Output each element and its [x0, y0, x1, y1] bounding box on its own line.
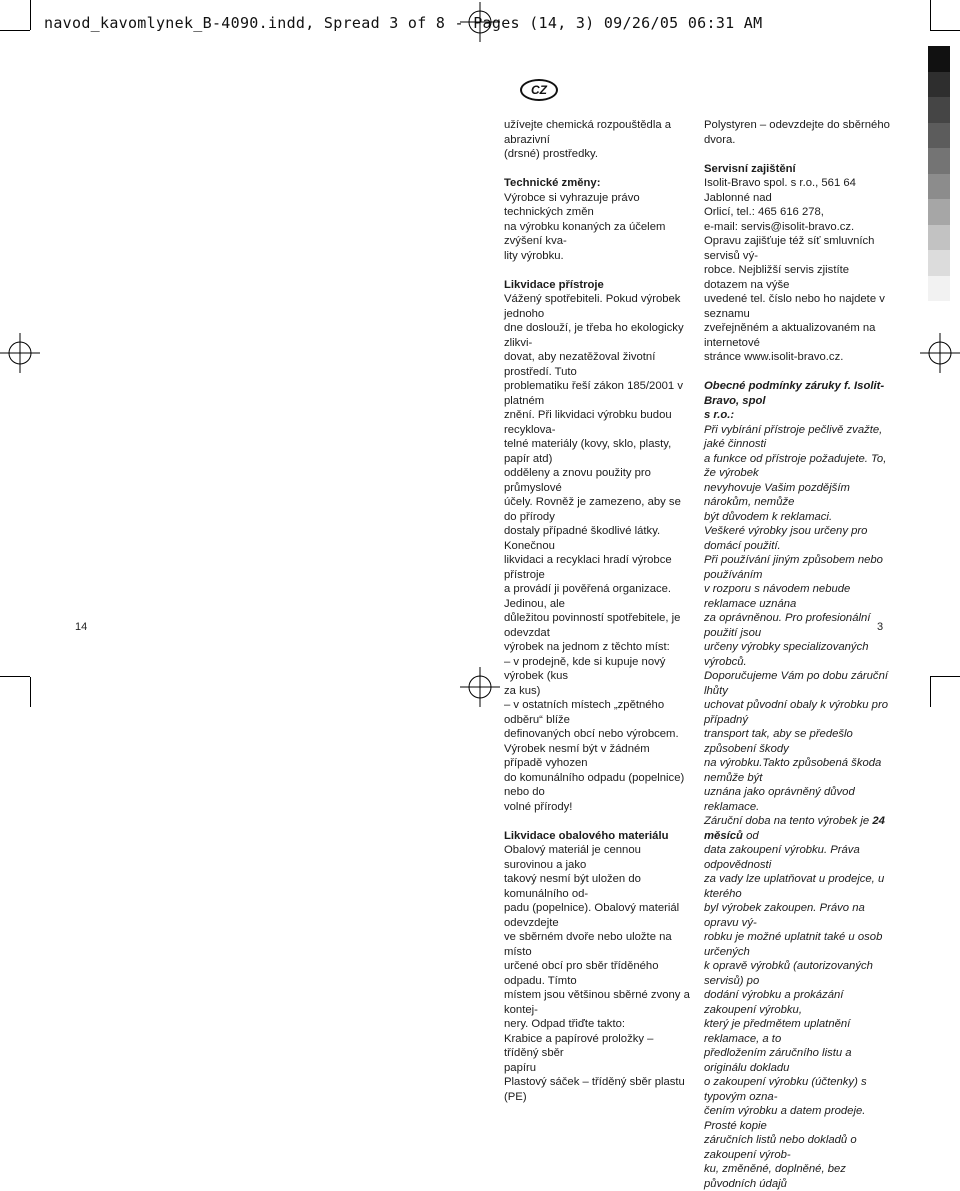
- text-line: určené obcí pro sběr tříděného odpadu. Tímto: [504, 960, 659, 987]
- text-line: Při vybírání přístroje pečlivě zvažte, jaké činnosti: [704, 423, 883, 450]
- text-line: Plastový sáček – tříděný sběr plastu (PE): [504, 1076, 685, 1103]
- text-line: Vážený spotřebiteli. Pokud výrobek jednoho: [504, 293, 681, 320]
- color-swatch: [928, 123, 950, 149]
- text-line: na výrobku konaných za účelem zvýšení kva-: [504, 220, 666, 247]
- page-number-left: 14: [75, 621, 88, 633]
- text-line: takový nesmí být uložen do komunálního od-: [504, 873, 641, 900]
- text-line: Opravu zajišťuje též síť smluvních servisů vý-: [704, 235, 875, 262]
- text-line: o zakoupení výrobku (účtenky) s typovým ozna-: [704, 1076, 867, 1103]
- text-line: ku, změněné, doplněné, bez původních údajů: [704, 1163, 846, 1190]
- print-slug: navod_kavomlynek_B-4090.indd, Spread 3 of 8 - Pages (14, 3) 09/26/05 06:31 AM: [44, 14, 763, 32]
- text-line: důležitou povinností spotřebitele, je odevzdat: [504, 612, 681, 639]
- text-line: Doporučujeme Vám po dobu záruční lhůty: [704, 670, 888, 697]
- color-swatch: [928, 250, 950, 276]
- text-line: (drsné) prostředky.: [504, 148, 598, 160]
- text-line: problematiku řeší zákon 185/2001 v platném: [504, 380, 683, 407]
- text-line: – v prodejně, kde si kupuje nový výrobek (kus: [504, 655, 666, 682]
- text-line: [704, 814, 890, 843]
- paragraph-gap: [704, 147, 890, 162]
- crop-mark: [930, 677, 931, 707]
- color-swatch: [928, 199, 950, 225]
- registration-mark-left: [0, 333, 40, 373]
- section-heading: Obecné podmínky záruky f. Isolit-Bravo, spol: [704, 380, 885, 407]
- text-line: odděleny a znovu použity pro průmyslové: [504, 467, 651, 494]
- grayscale-color-bar: [928, 46, 950, 301]
- text-line: Výrobce si vyhrazuje právo technických změn: [504, 191, 640, 218]
- text-line: do komunálního odpadu (popelnice) nebo do: [504, 771, 685, 798]
- text-line: dostaly případné škodlivé látky. Konečnou: [504, 525, 661, 552]
- text-line: k opravě výrobků (autorizovaných servisů) po: [704, 960, 873, 987]
- text-line: volné přírody!: [504, 800, 573, 813]
- section-heading: Likvidace obalového materiálu: [504, 829, 669, 842]
- text-line: Veškeré výrobky jsou určeny pro domácí použití.: [704, 525, 868, 552]
- warranty-period: 24 měsíců: [704, 815, 885, 842]
- text-line: telné materiály (kovy, sklo, plasty, papír atd): [504, 438, 672, 465]
- crop-mark: [930, 30, 960, 31]
- color-swatch: [928, 276, 950, 302]
- text-line: robce. Nejbližší servis zjistíte dotazem na výše: [704, 264, 850, 291]
- text-line: na výrobku.Takto způsobená škoda nemůže být: [704, 757, 882, 784]
- text-line: znění. Při likvidaci výrobku budou recyklova-: [504, 409, 672, 436]
- text-column-left: [504, 118, 690, 1104]
- page-number-right: 3: [877, 621, 884, 633]
- text-line: – v ostatních místech „zpětného odběru“ blíže: [504, 699, 665, 726]
- text-line: robku je možné uplatnit také u osob určených: [704, 931, 883, 958]
- registration-mark-right: [920, 333, 960, 373]
- color-swatch: [928, 72, 950, 98]
- text-line: uchovat původní obaly k výrobku pro případný: [704, 699, 888, 726]
- text-line: nery. Odpad třiďte takto:: [504, 1018, 626, 1030]
- text-line: výrobek na jednom z těchto míst:: [504, 641, 670, 653]
- crop-mark: [0, 30, 30, 31]
- color-swatch: [928, 46, 950, 72]
- text-line: likvidaci a recyklaci hradí výrobce přístroje: [504, 554, 672, 581]
- text-line: data zakoupení výrobku. Práva odpovědnosti: [704, 844, 860, 871]
- section-heading: Servisní zajištění: [704, 162, 796, 175]
- text-line: uznána jako oprávněný důvod reklamace.: [704, 786, 855, 813]
- text-column-right: [704, 118, 890, 1191]
- text-line: v rozporu s návodem nebude reklamace uznána: [704, 583, 851, 610]
- text-line: transport tak, aby se předešlo způsobení škody: [704, 728, 853, 755]
- text-line: Výrobek nesmí být v žádném případě vyhozen: [504, 742, 650, 769]
- color-swatch: [928, 148, 950, 174]
- crop-mark: [930, 0, 931, 30]
- color-swatch: [928, 97, 950, 123]
- text-line: Isolit-Bravo spol. s r.o., 561 64 Jablonné nad: [704, 177, 856, 204]
- text-line: za oprávněnou. Pro profesionální použití jsou: [704, 612, 871, 639]
- language-badge: CZ: [520, 79, 558, 101]
- text-line: předložením záručního listu a originálu dokladu: [704, 1047, 852, 1074]
- text-line: Polystyren – odevzdejte do sběrného dvora.: [704, 119, 890, 146]
- paragraph-gap: [504, 162, 690, 177]
- registration-mark-top: [460, 2, 500, 42]
- text-line: uvedené tel. číslo nebo ho najdete v seznamu: [704, 293, 885, 320]
- text-line: účely. Rovněž je zamezeno, aby se do přírody: [504, 496, 681, 523]
- text-line: a provádí ji pověřená organizace. Jedinou, ale: [504, 583, 672, 610]
- registration-mark-bottom: [460, 667, 500, 707]
- text-line: padu (popelnice). Obalový materiál odevzdejte: [504, 902, 680, 929]
- text-line: dne doslouží, je třeba ho ekologicky zlikvi-: [504, 322, 684, 349]
- paragraph-gap: [504, 814, 690, 829]
- text-line: Při používání jiným způsobem nebo používáním: [704, 554, 883, 581]
- text-line: nevyhovuje Vašim pozdějším nárokům, nemůže: [704, 481, 850, 508]
- section-heading: Likvidace přístroje: [504, 278, 604, 291]
- paragraph-gap: [504, 263, 690, 278]
- text-fragment: Záruční doba na tento výrobek je: [704, 815, 873, 827]
- text-line: Obalový materiál je cennou surovinou a jako: [504, 844, 641, 871]
- text-line: který je předmětem uplatnění reklamace, a to: [704, 1018, 851, 1045]
- color-swatch: [928, 174, 950, 200]
- text-line: být důvodem k reklamaci.: [704, 510, 833, 523]
- crop-mark: [0, 676, 30, 677]
- text-line: papíru: [504, 1061, 537, 1074]
- text-line: zveřejněném a aktualizovaném na internetové: [704, 322, 876, 349]
- crop-mark: [930, 676, 960, 677]
- text-line: za vady lze uplatňovat u prodejce, u kterého: [704, 873, 885, 900]
- section-heading: s r.o.:: [704, 409, 735, 421]
- text-line: stránce www.isolit-bravo.cz.: [704, 351, 844, 363]
- text-line: místem jsou většinou sběrné zvony a kontej-: [504, 989, 690, 1016]
- text-line: definovaných obcí nebo výrobcem.: [504, 728, 679, 740]
- text-line: byl výrobek zakoupen. Právo na opravu vý-: [704, 902, 865, 929]
- crop-mark: [30, 0, 31, 30]
- text-line: lity výrobku.: [504, 249, 564, 262]
- paragraph-gap: [704, 365, 890, 380]
- text-fragment: od: [742, 829, 759, 842]
- text-line: užívejte chemická rozpouštědla a abrazivní: [504, 119, 672, 146]
- text-line: záručních listů nebo dokladů o zakoupení výrob-: [704, 1134, 857, 1161]
- text-line: ve sběrném dvoře nebo uložte na místo: [504, 931, 672, 958]
- text-line: určeny výrobky specializovaných výrobců.: [704, 641, 869, 668]
- crop-mark: [30, 677, 31, 707]
- color-swatch: [928, 225, 950, 251]
- section-heading: Technické změny:: [504, 177, 601, 189]
- text-line: Orlicí, tel.: 465 616 278,: [704, 206, 824, 218]
- text-line: a funkce od přístroje požadujete. To, že výrobek: [704, 452, 887, 479]
- text-line: dodání výrobku a prokázání zakoupení výrobku,: [704, 989, 844, 1016]
- text-line: e-mail: servis@isolit-bravo.cz.: [704, 220, 855, 233]
- text-line: čením výrobku a datem prodeje. Prosté kopie: [704, 1105, 866, 1132]
- text-line: Krabice a papírové proložky – tříděný sběr: [504, 1032, 654, 1059]
- text-line: za kus): [504, 684, 541, 697]
- text-line: dovat, aby nezatěžoval životní prostředí. Tuto: [504, 351, 656, 378]
